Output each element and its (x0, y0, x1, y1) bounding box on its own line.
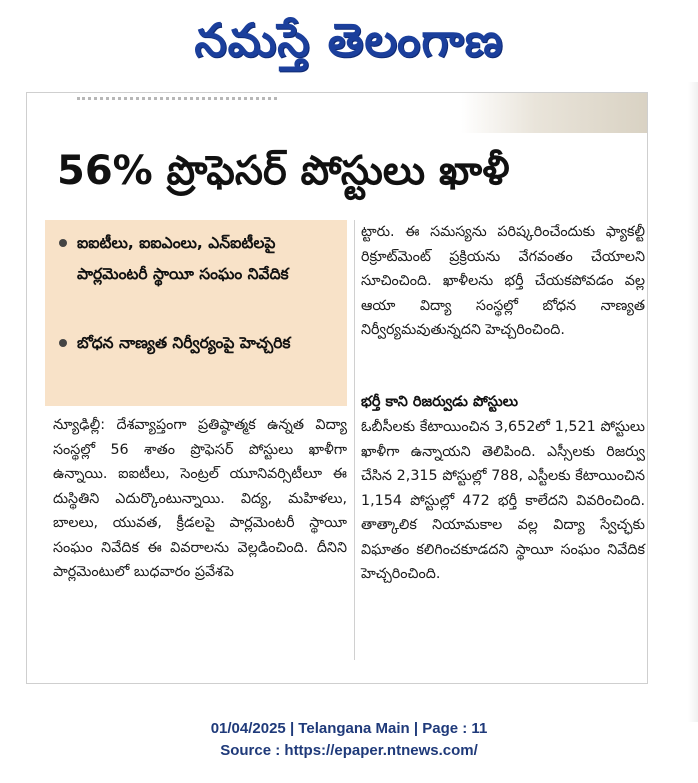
highlight-text: ఐఐటీలు, ఐఐఎంలు, ఎన్ఐటీలపై పార్లమెంటరీ స్థాయీ సంఘం నివేదిక (77, 234, 289, 283)
highlights-box (45, 220, 347, 406)
article-subheading: భర్తీ కాని రిజర్వుడు పోస్టులు (361, 394, 519, 410)
article-body-right-bottom: ఓబీసీలకు కేటాయించిన 3,652లో 1,521 పోస్టులు ఖాళీగా ఉన్నాయని తెలిపింది. ఎస్సీలకు రిజర్వు చేసిన 2,315 పోస్టుల్లో 788, ఎస్టీలకు కేటాయించిన 1,154 పోస్టుల్లో 472 భర్తీ కాలేదని వివరించింది. తాత్కాలిక నియామకాల వల్ల విద్యా స్వేచ్ఛకు విఘాతం కలిగించకూడదని స్థాయీ సంఘం నివేదిక హెచ్చరించింది. (361, 419, 645, 582)
article-body-left: న్యూఢిల్లీ: దేశవ్యాప్తంగా ప్రతిష్ఠాత్మక ఉన్నత విద్యా సంస్థల్లో 56 శాతం ప్రొఫెసర్ పోస్టులు ఖాళీగా ఉన్నాయి. ఐఐటీలు, సెంట్రల్ యూనివర్సిటీలూ ఈ దుస్థితిని ఎదుర్కొంటున్నాయి. విద్య, మహిళలు, బాలలు, యువత, క్రీడలపై పార్లమెంటరీ స్థాయీ సంఘం నివేదిక ఈ వివరాలను వెల్లడించింది. దీనిని పార్లమెంటులో బుధవారం ప్రవేశపె (53, 417, 347, 580)
footer-date-line: 01/04/2025 | Telangana Main | Page : 11 (210, 720, 488, 737)
newspaper-masthead: నమస్తే తెలంగాణ (194, 13, 504, 67)
page-edge-shadow (688, 82, 698, 722)
bullet-icon (59, 339, 67, 347)
cropped-text-fragment (77, 97, 277, 110)
previous-article-strip (27, 93, 647, 133)
footer-source-line: Source : https://epaper.ntnews.com/ (220, 742, 478, 759)
bullet-icon (59, 239, 67, 247)
page-footer (0, 718, 698, 762)
news-clipping (26, 92, 648, 684)
article-body-right-top: ట్టారు. ఈ సమస్యను పరిష్కరించేందుకు ఫ్యాకల్టీ రిక్రూట్‌మెంట్ ప్రక్రియను వేగవంతం చేయాలని సూచించింది. ఖాళీలను భర్తీ చేయకపోవడం వల్ల ఆయా విద్యా సంస్థల్లో బోధన నాణ్యత నిర్వీర్యమవుతున్నదని హెచ్చరించింది. (361, 224, 645, 338)
highlight-text: బోధన నాణ్యత నిర్వీర్యంపై హెచ్చరిక (77, 334, 291, 352)
highlight-item (59, 328, 339, 359)
article-headline: 56% ప్రొఫెసర్ పోస్టులు ఖాళీ (57, 148, 510, 194)
highlight-item (59, 228, 339, 290)
column-divider (354, 220, 355, 660)
